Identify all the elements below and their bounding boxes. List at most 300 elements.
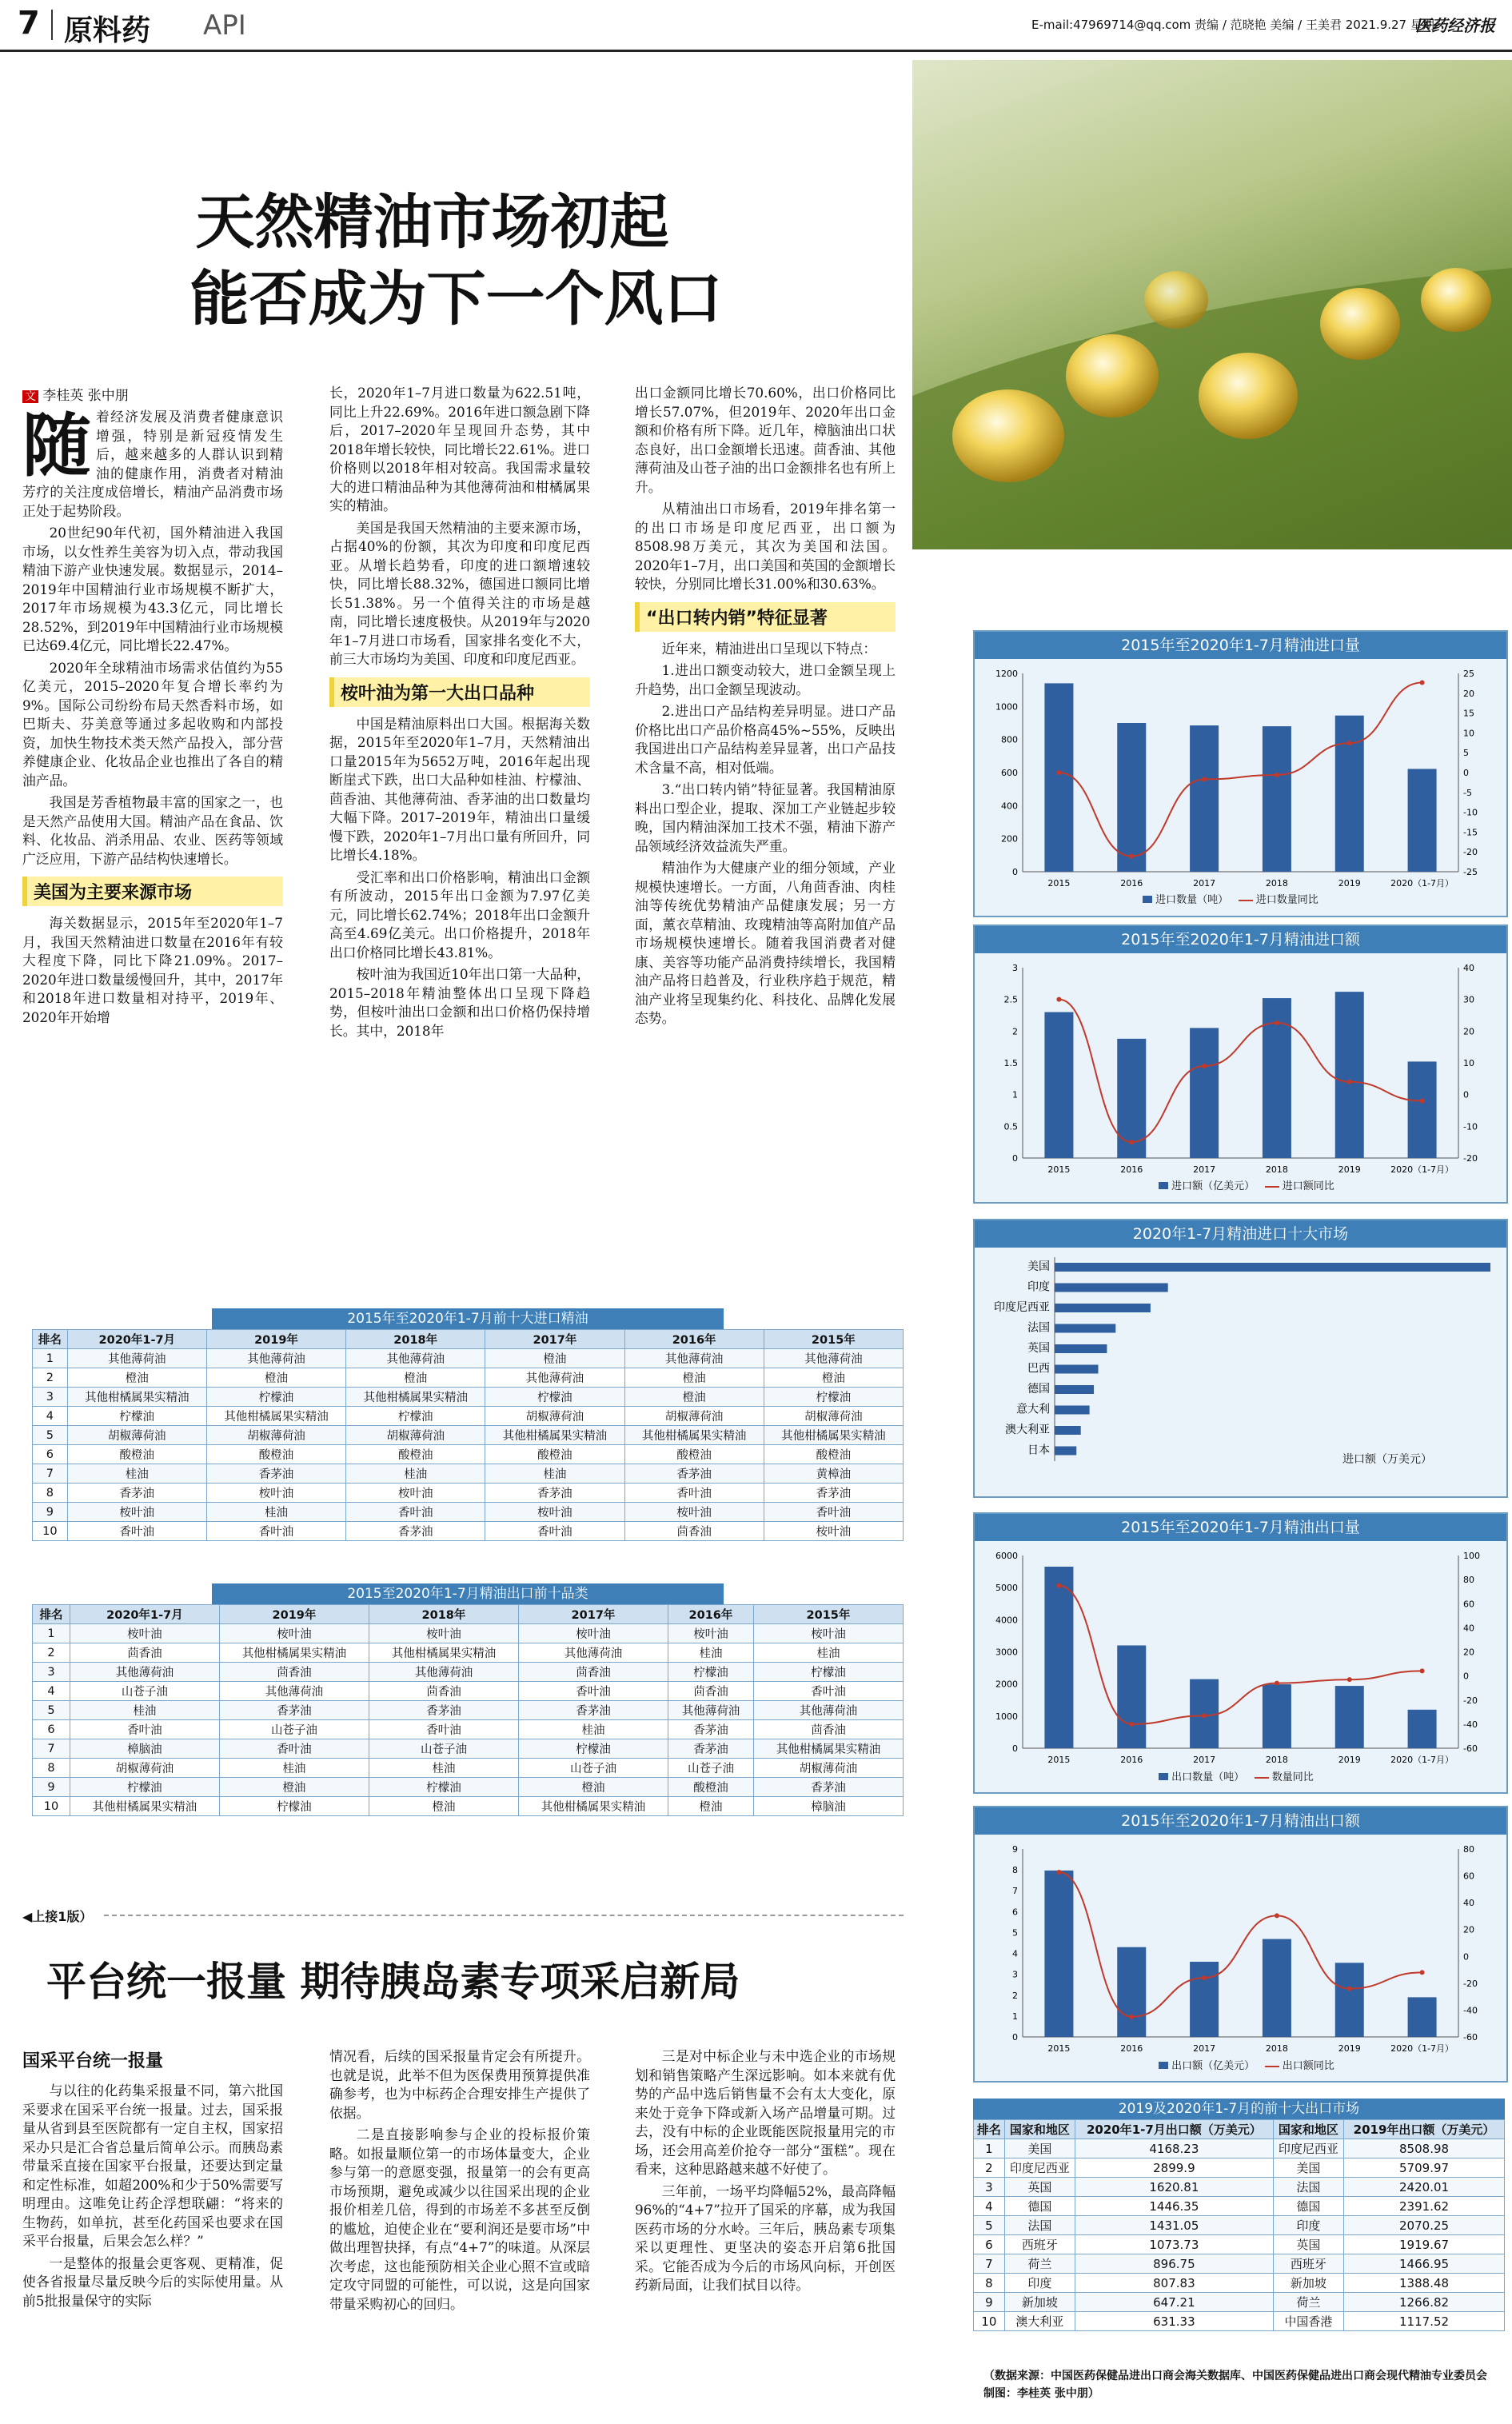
table-cell: 柠檬油 xyxy=(346,1407,485,1426)
table-cell: 香茅油 xyxy=(219,1701,369,1720)
table-row xyxy=(33,1759,904,1778)
table-cell: 茴香油 xyxy=(624,1522,764,1541)
table-cell: 香叶油 xyxy=(485,1522,624,1541)
table-row xyxy=(33,1778,904,1797)
y2-tick-label: 5 xyxy=(1463,748,1469,759)
line-point xyxy=(1056,770,1061,775)
y-tick-label: 0 xyxy=(1012,1153,1018,1164)
table-cell: 香叶油 xyxy=(70,1720,219,1739)
table-cell: 其他柑橘属果实精油 xyxy=(67,1388,206,1407)
y-tick-label: 1000 xyxy=(995,701,1018,713)
chart-legend xyxy=(1159,1768,1314,1783)
table-cell: 1266.82 xyxy=(1344,2293,1505,2312)
table-cell: 橙油 xyxy=(67,1368,206,1388)
table-cell: 1 xyxy=(33,1624,70,1643)
y2-tick-label: -40 xyxy=(1463,1719,1478,1730)
chart-export-quantity xyxy=(973,1512,1508,1794)
table-header-cell: 2018年 xyxy=(369,1605,518,1624)
table-cell: 9 xyxy=(33,1778,70,1797)
table-header-cell: 2020年1-7月出口额（万美元） xyxy=(1075,2120,1273,2139)
y-tick-label: 8 xyxy=(1012,1865,1018,1876)
y-tick-label: 7 xyxy=(1012,1886,1018,1897)
table-cell: 美国 xyxy=(1273,2158,1343,2178)
table-cell: 胡椒薄荷油 xyxy=(206,1426,345,1445)
chart-title: 2015年至2020年1-7月精油出口量 xyxy=(975,1514,1506,1541)
y2-tick-label: 0 xyxy=(1463,1951,1469,1963)
table-cell: 3 xyxy=(33,1663,70,1682)
table-header-row xyxy=(33,1605,904,1624)
table-header-cell: 排名 xyxy=(33,1330,68,1349)
y-tick-label: 0 xyxy=(1012,1743,1018,1754)
x-tick-label: 2017 xyxy=(1193,878,1216,889)
table-cell: 澳大利亚 xyxy=(1004,2312,1075,2331)
bar xyxy=(1408,1997,1437,2037)
bar xyxy=(1044,1871,1073,2037)
table-cell: 桉叶油 xyxy=(70,1624,219,1643)
table-cell: 英国 xyxy=(1273,2235,1343,2254)
y2-tick-label: 20 xyxy=(1463,688,1474,699)
y-tick-label: 1000 xyxy=(995,1711,1018,1722)
x-tick-label: 2018 xyxy=(1265,2043,1288,2054)
y2-tick-label: 100 xyxy=(1463,1551,1480,1561)
table-cell: 香叶油 xyxy=(369,1720,518,1739)
legend-line: 进口数量同比 xyxy=(1255,894,1319,906)
table-cell: 桉叶油 xyxy=(369,1624,518,1643)
table-cell: 茴香油 xyxy=(753,1720,903,1739)
bar xyxy=(1117,1947,1146,2037)
table-cell: 6 xyxy=(33,1445,68,1464)
bar xyxy=(1408,1061,1437,1158)
title-line-1: 天然精油市场初起 xyxy=(195,188,669,257)
bar xyxy=(1408,1710,1437,1748)
x-tick-label: 2016 xyxy=(1120,1755,1143,1765)
category-label: 印度尼西亚 xyxy=(994,1301,1050,1314)
table-cell: 酸橙油 xyxy=(206,1445,345,1464)
legend-bar: 出口额（亿美元） xyxy=(1171,2060,1255,2072)
table-cell: 1919.67 xyxy=(1344,2235,1505,2254)
table-cell: 桂油 xyxy=(70,1701,219,1720)
table-cell: 桂油 xyxy=(753,1643,903,1663)
table-cell: 其他柑橘属果实精油 xyxy=(764,1426,903,1445)
table-cell: 3 xyxy=(974,2178,1005,2197)
y-tick-label: 6000 xyxy=(995,1551,1018,1561)
y2-tick-label: 80 xyxy=(1463,1575,1474,1586)
y-tick-label: 1 xyxy=(1012,2011,1018,2022)
x-tick-label: 2017 xyxy=(1193,1755,1216,1765)
bar xyxy=(1055,1324,1115,1333)
byline-mark: 文 xyxy=(22,390,38,403)
paragraph: 着经济发展及消费者健康意识增强，特别是新冠疫情发生后，越来越多的人群认识到精油的健康作用，消费者对精油芳疗的关注度成倍增长，精油产品消费市场正处于起势阶段。 xyxy=(22,409,283,519)
y-tick-label: 0 xyxy=(1012,867,1018,877)
y2-tick-label: 0 xyxy=(1463,768,1469,778)
table-cell: 4 xyxy=(974,2197,1005,2216)
table-cell: 香叶油 xyxy=(518,1682,668,1701)
table-cell: 2 xyxy=(974,2158,1005,2178)
series-line xyxy=(1059,1000,1422,1143)
y2-tick-label: 25 xyxy=(1463,669,1474,679)
table-header-cell: 国家和地区 xyxy=(1273,2120,1343,2139)
paragraph: 一是整体的报量会更客观、更精准，促使各省报量尽量反映今后的实际使用量。从前5批报量保守的实际 xyxy=(22,2254,283,2309)
table-cell: 酸橙油 xyxy=(67,1445,206,1464)
section-subtitle: API xyxy=(203,10,246,42)
table-header-cell: 2017年 xyxy=(485,1330,624,1349)
y2-tick-label: 10 xyxy=(1463,728,1474,739)
bar xyxy=(1335,716,1364,872)
article2-column-3 xyxy=(635,2047,896,2298)
table-cell: 法国 xyxy=(1004,2216,1075,2235)
table-cell: 印度尼西亚 xyxy=(1004,2158,1075,2178)
table-header-cell: 2017年 xyxy=(518,1605,668,1624)
table-header-cell: 2016年 xyxy=(624,1330,764,1349)
table-cell: 胡椒薄荷油 xyxy=(624,1407,764,1426)
y2-tick-label: 30 xyxy=(1463,994,1474,1005)
y2-tick-label: -25 xyxy=(1463,867,1478,877)
legend-bar: 出口数量（吨） xyxy=(1171,1771,1245,1783)
table-cell: 桉叶油 xyxy=(753,1624,903,1643)
x-tick-label: 2016 xyxy=(1120,878,1143,889)
table-cell: 胡椒薄荷油 xyxy=(346,1426,485,1445)
table-row xyxy=(33,1739,904,1759)
table-cell: 香叶油 xyxy=(624,1484,764,1503)
y-tick-label: 1.5 xyxy=(1003,1058,1018,1068)
table-row xyxy=(974,2216,1505,2235)
table-row xyxy=(33,1720,904,1739)
table-cell: 2420.01 xyxy=(1344,2178,1505,2197)
y-tick-label: 2.5 xyxy=(1003,994,1018,1005)
line-point xyxy=(1347,1987,1352,1991)
table-header-cell: 排名 xyxy=(33,1605,70,1624)
y2-tick-label: 40 xyxy=(1463,963,1474,973)
y-tick-label: 4 xyxy=(1012,1948,1018,1959)
table-cell: 胡椒薄荷油 xyxy=(764,1407,903,1426)
table-cell: 1117.52 xyxy=(1344,2312,1505,2331)
byline xyxy=(22,384,129,404)
bar xyxy=(1117,1645,1146,1748)
import-table-caption: 2015年至2020年1-7月前十大进口精油 xyxy=(212,1308,724,1329)
table-cell: 2 xyxy=(33,1368,68,1388)
chart-export-value xyxy=(973,1806,1508,2083)
paragraph: 近年来，精油进出口呈现以下特点： xyxy=(661,640,877,657)
line-point xyxy=(1129,2015,1134,2019)
table-cell: 橙油 xyxy=(485,1349,624,1368)
y2-tick-label: -5 xyxy=(1463,787,1472,798)
bar xyxy=(1190,725,1219,872)
table-cell: 7 xyxy=(33,1464,68,1484)
table-row xyxy=(974,2139,1505,2158)
table-cell: 美国 xyxy=(1004,2139,1075,2158)
paragraph: 情况看，后续的国采报量肯定会有所提升。也就是说，此举不但为医保费用预算提供准确参考，也为中标药企合理安排生产提供了依据。 xyxy=(329,2048,590,2121)
chart-title: 2020年1-7月精油进口十大市场 xyxy=(975,1220,1506,1248)
table-cell: 桉叶油 xyxy=(346,1484,485,1503)
table-cell: 橙油 xyxy=(219,1778,369,1797)
y2-tick-label: 10 xyxy=(1463,1058,1474,1068)
table-cell: 其他薄荷油 xyxy=(624,1349,764,1368)
table-cell: 2899.9 xyxy=(1075,2158,1273,2178)
table-cell: 香茅油 xyxy=(764,1484,903,1503)
category-label: 日本 xyxy=(1027,1444,1050,1457)
line-point xyxy=(1202,777,1207,781)
x-tick-label: 2015 xyxy=(1047,2043,1071,2054)
table-cell: 其他薄荷油 xyxy=(346,1349,485,1368)
y-tick-label: 400 xyxy=(1001,801,1018,812)
table-cell: 1 xyxy=(974,2139,1005,2158)
y2-tick-label: -40 xyxy=(1463,2005,1478,2016)
y2-tick-label: -20 xyxy=(1463,1978,1478,1989)
category-label: 英国 xyxy=(1027,1342,1050,1355)
y-tick-label: 9 xyxy=(1012,1844,1018,1855)
paragraph: 海关数据显示，2015年至2020年1–7月，我国天然精油进口数量在2016年有较大程度下降，同比下降21.09%。2017–2020年进口数量缓慢回升，其中，2017年和2018年进口数量相对持平，2019年、2020年开始增 xyxy=(22,915,283,1025)
table-row xyxy=(33,1388,904,1407)
paragraph: 美国是我国天然精油的主要来源市场，占据40%的份额，其次为印度和印度尼西亚。从增长趋势看，印度的进口额增速较快，同比增长88.32%，德国进口额同比增长51.38%。另一个值得关注的市场是越南，同比增长速度极快。从2019年与2020年1–7月进口市场看，国家排名变化不大，前三大市场均为美国、印度和印度尼西亚。 xyxy=(329,519,590,667)
subheading: “出口转内销”特征显著 xyxy=(635,602,896,632)
table-cell: 德国 xyxy=(1004,2197,1075,2216)
paragraph: 1.进出口额变动较大，进口金额呈现上升趋势，出口金额呈现波动。 xyxy=(635,662,896,697)
line-point xyxy=(1275,1913,1279,1918)
line-point xyxy=(1420,680,1425,685)
y-tick-label: 1200 xyxy=(995,669,1018,679)
table-cell: 其他薄荷油 xyxy=(67,1349,206,1368)
table-cell: 柠檬油 xyxy=(67,1407,206,1426)
table-cell: 橙油 xyxy=(206,1368,345,1388)
y2-tick-label: 40 xyxy=(1463,1623,1474,1634)
table-cell: 桉叶油 xyxy=(624,1503,764,1522)
legend-line: 进口额同比 xyxy=(1282,1180,1334,1192)
title-line-2: 能否成为下一个风口 xyxy=(189,265,723,333)
article-title xyxy=(0,184,912,337)
import-top10-table xyxy=(32,1329,904,1541)
table-cell: 香茅油 xyxy=(369,1701,518,1720)
table-cell: 桉叶油 xyxy=(764,1522,903,1541)
capsule-illustration xyxy=(912,60,1512,549)
y2-tick-label: 0 xyxy=(1463,1089,1469,1100)
legend-bar: 进口额（亿美元） xyxy=(1171,1180,1255,1192)
y-tick-label: 2000 xyxy=(995,1679,1018,1690)
table-cell: 山苍子油 xyxy=(518,1759,668,1778)
line-point xyxy=(1275,1681,1279,1686)
y2-tick-label: -20 xyxy=(1463,1153,1478,1164)
table-cell: 茴香油 xyxy=(369,1682,518,1701)
table-cell: 茴香油 xyxy=(219,1663,369,1682)
table-cell: 2 xyxy=(33,1643,70,1663)
table-cell: 其他薄荷油 xyxy=(485,1368,624,1388)
table-cell: 新加坡 xyxy=(1004,2293,1075,2312)
subheading: 国采平台统一报量 xyxy=(22,2051,164,2071)
table-cell: 其他薄荷油 xyxy=(70,1663,219,1682)
table-cell: 荷兰 xyxy=(1004,2254,1075,2274)
x-tick-label: 2019 xyxy=(1338,878,1361,889)
table-cell: 其他柑橘属果实精油 xyxy=(206,1407,345,1426)
x-tick-label: 2018 xyxy=(1265,1755,1288,1765)
table-cell: 香叶油 xyxy=(67,1522,206,1541)
table-cell: 4 xyxy=(33,1407,68,1426)
bar xyxy=(1055,1447,1076,1456)
table-row xyxy=(33,1701,904,1720)
bar xyxy=(1055,1426,1081,1435)
table-row xyxy=(33,1464,904,1484)
y-tick-label: 1 xyxy=(1012,1089,1018,1100)
bar xyxy=(1044,683,1073,872)
table-row xyxy=(33,1797,904,1816)
table-cell: 桂油 xyxy=(369,1759,518,1778)
category-label: 德国 xyxy=(1027,1383,1050,1396)
table-row xyxy=(33,1522,904,1541)
drop-cap: 随 xyxy=(22,408,91,486)
data-source-note: （数据来源：中国医药保健品进出口商会海关数据库、中国医药保健品进出口商会现代精油专业委员会 制图：李桂英 张中朋） xyxy=(983,2370,1487,2400)
table-cell: 柠檬油 xyxy=(764,1388,903,1407)
table-row xyxy=(33,1682,904,1701)
chart-title: 2015年至2020年1-7月精油出口额 xyxy=(975,1807,1506,1835)
line-point xyxy=(1202,1975,1207,1980)
table-row xyxy=(974,2312,1505,2331)
line-point xyxy=(1129,854,1134,859)
paragraph: 3.“出口转内销”特征显著。我国精油原料出口型企业，提取、深加工产业链起步较晚，国内精油深加工技术不强，精油下游产品领域经济效益流失严重。 xyxy=(635,781,896,854)
table-cell: 6 xyxy=(33,1720,70,1739)
table-cell: 酸橙油 xyxy=(485,1445,624,1464)
x-tick-label: 2018 xyxy=(1265,1164,1288,1175)
table-row xyxy=(33,1426,904,1445)
divider xyxy=(104,1915,904,1916)
paper-logo: 医药经济报 xyxy=(1415,16,1495,35)
table-cell: 香茅油 xyxy=(668,1739,753,1759)
table-header-row xyxy=(974,2120,1505,2139)
line-point xyxy=(1129,1722,1134,1727)
x-tick-label: 2015 xyxy=(1047,1164,1071,1175)
paragraph: 从精油出口市场看，2019年排名第一的出口市场是印度尼西亚，出口额为8508.98万美元，其次为美国和法国。2020年1–7月，出口美国和英国的金额增长较快，分别同比增长31.00%和30.63%。 xyxy=(635,501,896,592)
table-header-cell: 2019年 xyxy=(206,1330,345,1349)
table-cell: 4 xyxy=(33,1682,70,1701)
table-cell: 西班牙 xyxy=(1273,2254,1343,2274)
y2-tick-label: 80 xyxy=(1463,1844,1474,1855)
y2-tick-label: 60 xyxy=(1463,1871,1474,1882)
table-cell: 香茅油 xyxy=(206,1464,345,1484)
table-cell: 德国 xyxy=(1273,2197,1343,2216)
table-cell: 橙油 xyxy=(668,1797,753,1816)
article-column-1 xyxy=(22,408,283,1030)
table-cell: 柠檬油 xyxy=(206,1388,345,1407)
y2-tick-label: -15 xyxy=(1463,827,1478,838)
chart-import-quantity xyxy=(973,630,1508,917)
y2-tick-label: 15 xyxy=(1463,708,1474,719)
table-cell: 胡椒薄荷油 xyxy=(753,1759,903,1778)
table-cell: 山苍子油 xyxy=(668,1759,753,1778)
x-tick-label: 2019 xyxy=(1338,2043,1361,2054)
header-meta: E-mail:47969714@qq.com 责编 / 范晓艳 美编 / 王美君 2021.9.27 星期一 xyxy=(1031,18,1446,32)
chart-legend xyxy=(1143,891,1319,906)
table-row xyxy=(974,2254,1505,2274)
table-cell: 其他柑橘属果实精油 xyxy=(485,1426,624,1445)
table-cell: 山苍子油 xyxy=(369,1739,518,1759)
table-cell: 香叶油 xyxy=(753,1682,903,1701)
table-row xyxy=(974,2158,1505,2178)
table-cell: 茴香油 xyxy=(70,1643,219,1663)
table-cell: 新加坡 xyxy=(1273,2274,1343,2293)
table-cell: 8508.98 xyxy=(1344,2139,1505,2158)
table-cell: 桂油 xyxy=(219,1759,369,1778)
table-cell: 香叶油 xyxy=(219,1739,369,1759)
line-point xyxy=(1275,773,1279,777)
bar xyxy=(1335,1686,1364,1748)
category-label: 法国 xyxy=(1027,1321,1050,1335)
table-cell: 香叶油 xyxy=(346,1503,485,1522)
table-cell: 桉叶油 xyxy=(67,1503,206,1522)
bar xyxy=(1055,1385,1094,1394)
y2-tick-label: 0 xyxy=(1463,1671,1469,1682)
table-cell: 6 xyxy=(974,2235,1005,2254)
bar xyxy=(1335,1963,1364,2037)
y-tick-label: 2 xyxy=(1012,1990,1018,2001)
table-cell: 桉叶油 xyxy=(485,1503,624,1522)
article-column-2 xyxy=(329,384,590,1044)
table-cell: 柠檬油 xyxy=(369,1778,518,1797)
table-header-cell: 2016年 xyxy=(668,1605,753,1624)
section-title: 原料药 xyxy=(64,14,151,47)
x-tick-label: 2015 xyxy=(1047,878,1071,889)
table-row xyxy=(33,1484,904,1503)
table-header-cell: 2015年 xyxy=(764,1330,903,1349)
paragraph: 20世纪90年代初，国外精油进入我国市场，以女性养生美容为切入点，带动我国精油下游产业快速发展。数据显示，2014–2019年中国精油行业市场规模不断扩大，2017年市场规模为43.3亿元，同比增长28.52%，到2019年中国精油行业市场规模已达69.4亿元，同比增长22.47%。 xyxy=(22,525,283,653)
chart-legend xyxy=(1159,2057,1334,2072)
table-row xyxy=(33,1407,904,1426)
bar xyxy=(1044,1567,1073,1748)
line-point xyxy=(1420,1668,1425,1673)
table-row xyxy=(974,2293,1505,2312)
markets-table-caption: 2019及2020年1-7月的前十大出口市场 xyxy=(973,2099,1505,2119)
table-cell: 7 xyxy=(974,2254,1005,2274)
page-number: 7 xyxy=(18,5,40,42)
table-cell: 柠檬油 xyxy=(70,1778,219,1797)
export-table-caption: 2015至2020年1-7月精油出口前十品类 xyxy=(212,1583,724,1604)
y2-tick-label: 60 xyxy=(1463,1599,1474,1610)
table-cell: 香茅油 xyxy=(518,1701,668,1720)
table-cell: 桂油 xyxy=(668,1643,753,1663)
line-point xyxy=(1129,1140,1134,1144)
x-tick-label: 2019 xyxy=(1338,1755,1361,1765)
export-top10-table xyxy=(32,1604,904,1816)
table-row xyxy=(974,2197,1505,2216)
table-cell: 其他薄荷油 xyxy=(369,1663,518,1682)
table-cell: 1466.95 xyxy=(1344,2254,1505,2274)
bar xyxy=(1335,992,1364,1158)
table-cell: 胡椒薄荷油 xyxy=(67,1426,206,1445)
paragraph: 2.进出口产品结构差异明显。进口产品价格比出口产品价格高45%~55%，反映出我国进出口产品结构差异显著，出口产品技术含量不高，相对低端。 xyxy=(635,703,896,776)
paragraph: 2020年全球精油市场需求估值约为55亿美元，2015–2020年复合增长率约为9%。国际公司纷纷布局天然香料市场，如巴斯夫、芬美意等通过多起收购和内部投资，加快生物技术类天然产品投入，部分营养健康企业、化妆品企业也推出了各自的精油产品。 xyxy=(22,659,283,789)
table-cell: 樟脑油 xyxy=(753,1797,903,1816)
y-tick-label: 800 xyxy=(1001,734,1018,745)
category-label: 澳大利亚 xyxy=(1005,1424,1050,1436)
y-tick-label: 6 xyxy=(1012,1907,1018,1918)
table-cell: 香茅油 xyxy=(753,1778,903,1797)
table-cell: 1 xyxy=(33,1349,68,1368)
table-cell: 橙油 xyxy=(624,1368,764,1388)
table-cell: 橙油 xyxy=(346,1368,485,1388)
table-header-cell: 2015年 xyxy=(753,1605,903,1624)
table-cell: 桂油 xyxy=(67,1464,206,1484)
table-cell: 其他柑橘属果实精油 xyxy=(753,1739,903,1759)
paragraph: 精油作为大健康产业的细分领域，产业规模快速增长。一方面，八角茴香油、肉桂油等传统优势精油产品健康发展；另一方面，薰衣草精油、玫瑰精油等高附加值产品市场规模快速增长。随着我国消费者对健康、美容等功能产品消费持续增长，我国精油产品将日趋普及，行业秩序趋于规范，精油产业将呈现集约化、科技化、品牌化发展态势。 xyxy=(635,860,896,1026)
subheading: 桉叶油为第一大出口品种 xyxy=(329,677,590,707)
table-cell: 桂油 xyxy=(206,1503,345,1522)
table-cell: 8 xyxy=(33,1484,68,1503)
line-point xyxy=(1347,1677,1352,1682)
paragraph: 我国是芳香植物最丰富的国家之一，也是天然产品使用大国。精油产品在食品、饮料、化妆品、消杀用品、农业、医药等领域广泛应用，下游产品结构快速增长。 xyxy=(22,794,283,867)
y2-tick-label: -60 xyxy=(1463,1743,1478,1754)
paragraph: 三年前，一场平均降幅52%，最高降幅96%的“4+7”拉开了国采的序幕，成为我国医药市场的分水岭。三年后，胰岛素专项集采以更理性、更坚决的姿态开启第6批国采。它能否成为今后的市场风向标，开创医药新局面，让我们拭目以待。 xyxy=(635,2182,896,2293)
article2-column-2 xyxy=(329,2047,590,2317)
x-tick-label: 2019 xyxy=(1338,1164,1361,1175)
table-cell: 5 xyxy=(33,1426,68,1445)
y-tick-label: 5 xyxy=(1012,1927,1018,1939)
table-cell: 其他薄荷油 xyxy=(668,1701,753,1720)
